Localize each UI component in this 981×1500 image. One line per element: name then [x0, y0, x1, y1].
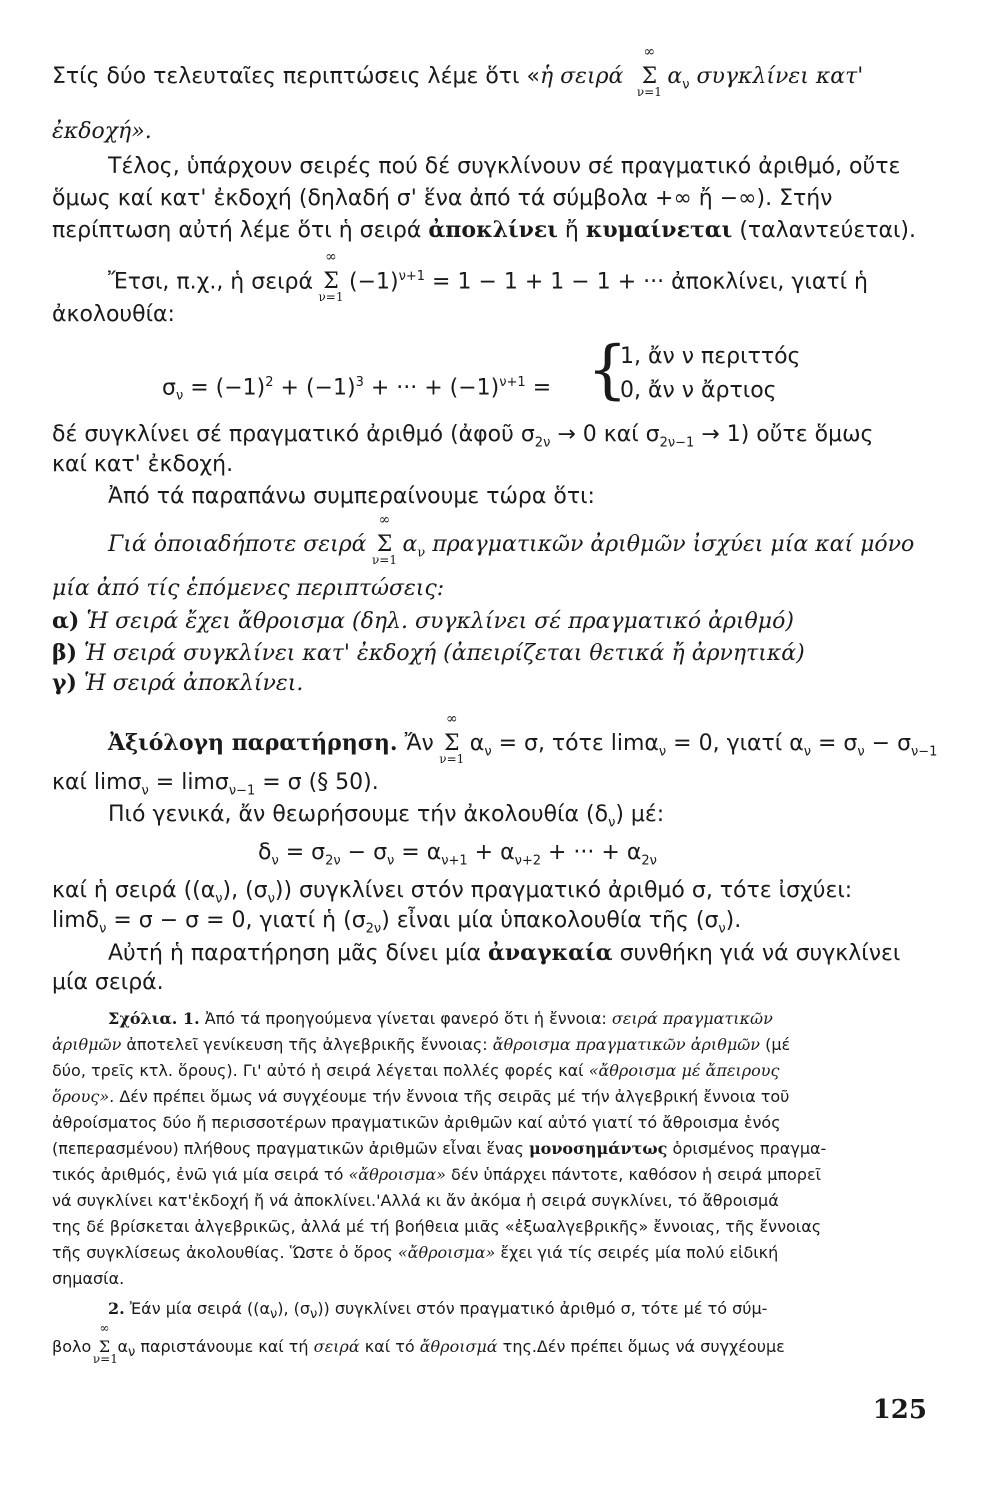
brace: { — [587, 333, 628, 407]
text-line: limδ$_\nu$ = σ − σ = 0, γιατί ἡ $(\sigma_{2\nu})$ εἶναι μία ὑπακολουθία τῆς $(\sigma_\nu)$. — [52, 908, 742, 937]
case-c: γ) Ἡ σειρά ἀποκλίνει. — [52, 670, 304, 696]
case-even: 0, ἄν ν ἄρτιος — [620, 378, 777, 403]
comment-line: Σχόλια. 1. Ἀπό τά προηγούμενα γίνεται φανερό ὅτι ἡ ἔννοια: σειρά πραγματικῶν — [108, 1009, 773, 1028]
comment-line: σημασία. — [52, 1269, 125, 1288]
text-line: καί ἡ σειρά ($(\alpha_\nu)$, $(\sigma_\nu)$) συγκλίνει στόν πραγματικό ἀριθμό σ, τότε ἰσχύει: — [52, 878, 853, 907]
comment-line: (πεπερασμένου) πλήθους πραγματικῶν ἀριθμῶν εἶναι ἕνας μονοσημάντως ὁρισμένος πραγμα- — [52, 1139, 827, 1158]
case-odd: 1, ἄν ν περιττός — [620, 344, 801, 369]
text-line: ἐκδοχή». — [52, 119, 152, 144]
remark-line: Ἀξιόλογη παρατήρηση. Ἄν ∞ Σ ν=1 $\alpha_\nu = \sigma$, τότε limα$_\nu$ = 0, γιατί $\alpha_\nu = \sigma_\nu - \sigma_{\nu-1}$ — [108, 711, 938, 766]
theorem-line: μία ἀπό τίς ἑπόμενες περιπτώσεις: — [52, 576, 445, 601]
theorem-line: Γιά ὁποιαδήποτε σειρά ∞ Σ ν=1 $\alpha_\nu$ πραγματικῶν ἀριθμῶν ἰσχύει μία καί μόνο — [108, 512, 915, 567]
text-line: ἀκολουθία: — [52, 302, 175, 327]
comment-line: ἀριθμῶν ἀποτελεῖ γενίκευση τῆς ἀλγεβρικῆς ἔννοιας: ἄθροισμα πραγματικῶν ἀριθμῶν (μέ — [52, 1035, 791, 1054]
case-b: β) Ἡ σειρά συγκλίνει κατ' ἐκδοχή (ἀπειρίζεται θετικά ἤ ἀρνητικά) — [52, 640, 805, 666]
comment-line: ἀθροίσματος δύο ἤ περισσοτέρων πραγματικῶν ἀριθμῶν καί αὐτό γιατί τό ἄθροισμα ἑνός — [52, 1113, 781, 1132]
text-line: καί κατ' ἐκδοχή. — [52, 452, 234, 477]
comment-line: δύο, τρεῖς κτλ. ὅρους). Γι' αὐτό ἡ σειρά λέγεται πολλές φορές καί «ἄθροισμα μέ ἄπειρους — [52, 1061, 780, 1080]
text-line: δέ συγκλίνει σέ πραγματικό ἀριθμό (ἀφοῦ $\sigma_{2\nu} \to 0$ καί $\sigma_{2\nu-1} \to 1$) οὔτε ὅμως — [52, 422, 874, 451]
comment-line: τῆς συγκλίσεως ἀκολουθίας. Ὥστε ὁ ὅρος «ἄθροισμα» ἔχει γιά τίς σειρές μία πολύ εἰδική — [52, 1243, 779, 1262]
text-line: καί limσ$_\nu$ = limσ$_{\nu-1}$ = σ (§ 50). — [52, 770, 379, 799]
text-line: μία σειρά. — [52, 970, 164, 995]
text-line: Τέλος, ὑπάρχουν σειρές πού δέ συγκλίνουν σέ πραγματικό ἀριθμό, οὔτε — [108, 154, 901, 179]
comment-line: βολο ∞ Σ ν=1 $\alpha_\nu$ παριστάνουμε καί τή σειρά καί τό ἄθροισμά της.Δέν πρέπει ὅμως νά συγχέουμε — [52, 1321, 785, 1366]
text-line: Ἔτσι, π.χ., ἡ σειρά ∞ Σ ν=1 $(-1)^{\nu+1} = 1 - 1 + 1 - 1$ + ··· ἀποκλίνει, γιατί ἡ — [108, 249, 868, 305]
text-line: ὅμως καί κατ' ἐκδοχή (δηλαδή σ' ἕνα ἀπό τά σύμβολα +∞ ἤ −∞). Στήν — [52, 186, 833, 211]
equation: $\delta_\nu = \sigma_{2\nu} - \sigma_\nu = \alpha_{\nu+1} + \alpha_{\nu+2}$ + ··· + $\alpha_{2\nu}$ — [258, 840, 657, 869]
text-line: Αὐτή ἡ παρατήρηση μᾶς δίνει μία ἀναγκαία συνθήκη γιά νά συγκλίνει — [108, 940, 901, 966]
equation: $\sigma_\nu = (-1)^2 + (-1)^3$ + ··· + $(-1)^{\nu+1}$ = — [162, 375, 552, 404]
text-line: Στίς δύο τελευταῖες περιπτώσεις λέμε ὅτι «ἡ σειρά ∞ Σ ν=1 $\alpha_\nu$ συγκλίνει κατ' — [52, 44, 864, 99]
comment-line: νά συγκλίνει κατ'ἐκδοχή ἤ νά ἀποκλίνει.'Αλλά κι ἄν ἀκόμα ἡ σειρά συγκλίνει, τό ἄθροισμά — [52, 1191, 779, 1210]
comment-line: ὅρους». Δέν πρέπει ὅμως νά συγχέουμε τήν ἔννοια τῆς σειρᾶς μέ τήν ἀλγεβρική ἔννοια τοῦ — [52, 1087, 790, 1106]
text-line: Πιό γενικά, ἄν θεωρήσουμε τήν ἀκολουθία $(\delta_\nu)$ μέ: — [108, 802, 665, 831]
comment-line: 2. Ἐάν μία σειρά ($(\alpha_\nu)$, $(\sigma_\nu)$) συγκλίνει στόν πραγματικό ἀριθμό σ, τότε μέ τό σύμ- — [108, 1299, 768, 1323]
text-line: Ἀπό τά παραπάνω συμπεραίνουμε τώρα ὅτι: — [108, 484, 595, 509]
case-a: α) Ἡ σειρά ἔχει ἄθροισμα (δηλ. συγκλίνει σέ πραγματικό ἀριθμό) — [52, 608, 794, 634]
comment-line: τικός ἀριθμός, ἐνῶ γιά μία σειρά τό «ἄθροισμα» δέν ὑπάρχει πάντοτε, καθόσον ἡ σειρά μπορεῖ — [52, 1165, 822, 1184]
text-line: περίπτωση αὐτή λέμε ὅτι ἡ σειρά ἀποκλίνει ἤ κυμαίνεται (ταλαντεύεται). — [52, 217, 916, 243]
page-number: 125 — [872, 1395, 927, 1425]
comment-line: της δέ βρίσκεται ἀλγεβρικῶς, ἀλλά μέ τή βοήθεια μιᾶς «ἐξωαλγεβρικῆς» ἔννοιας, τῆς ἔννοιας — [52, 1217, 822, 1236]
